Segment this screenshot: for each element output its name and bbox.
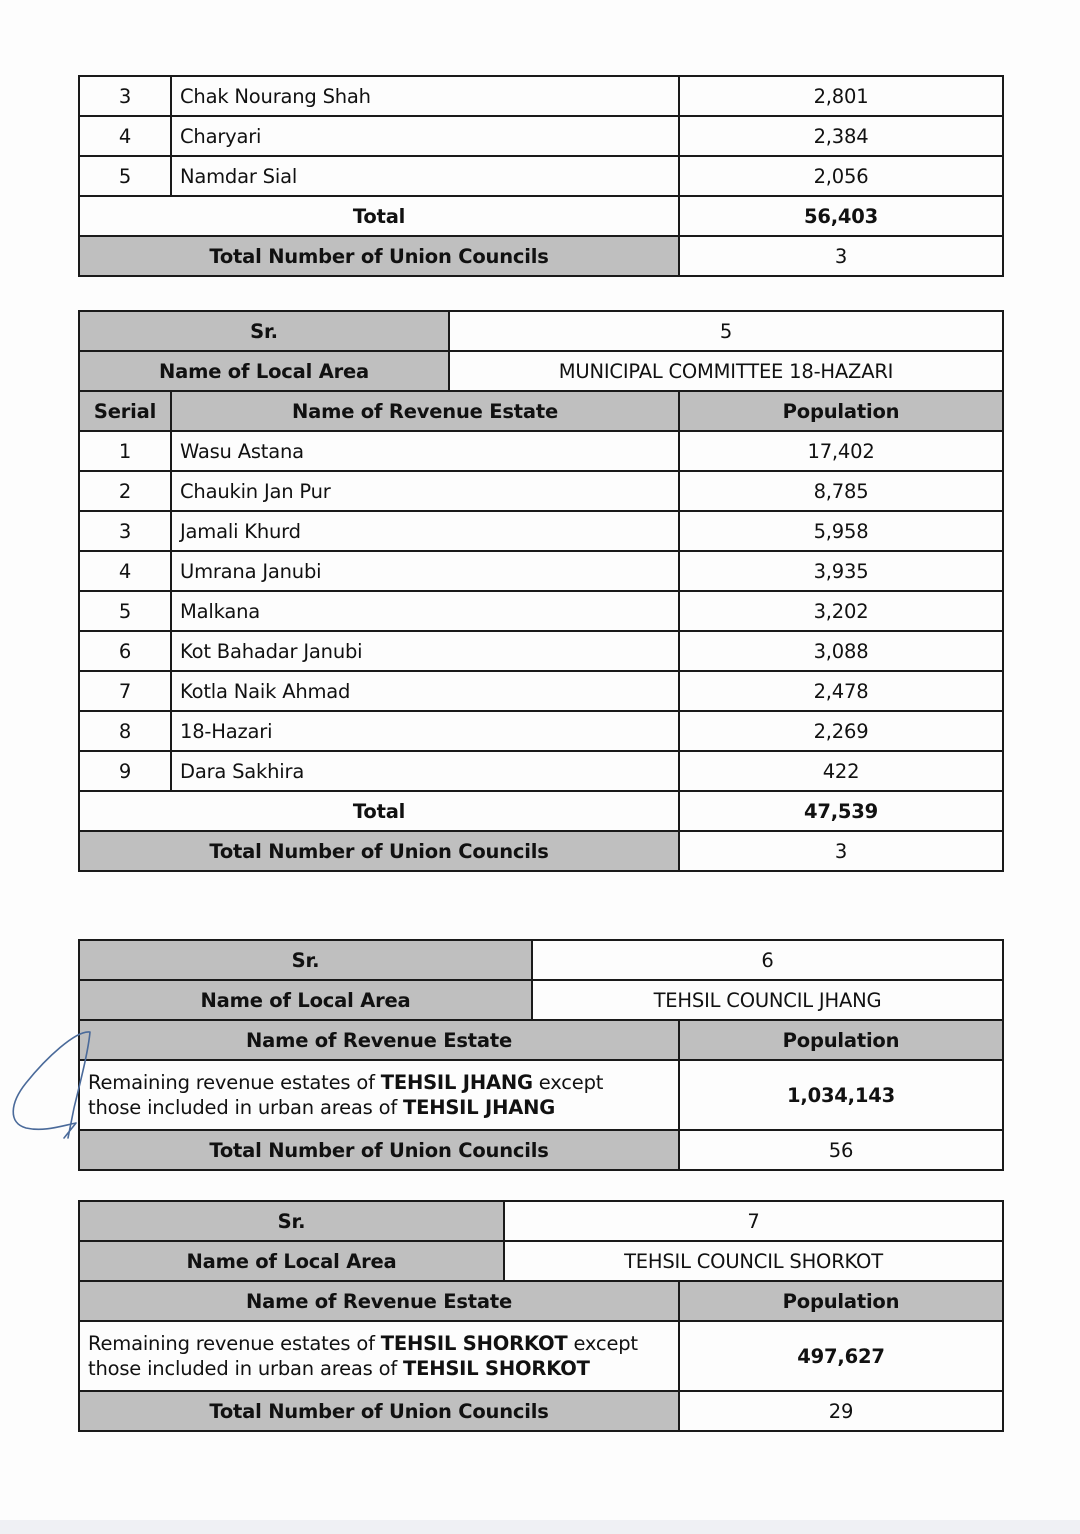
estate-name-cell: Wasu Astana (171, 431, 679, 471)
population-cell: 1,034,143 (679, 1060, 1003, 1130)
total-value: 56,403 (679, 196, 1003, 236)
sr-row (79, 311, 1003, 351)
union-councils-row (79, 236, 1003, 276)
estate-name-cell: Charyari (171, 116, 679, 156)
union-councils-row (79, 1391, 1003, 1431)
union-councils-row (79, 1130, 1003, 1170)
estate-text: those included in urban areas of (88, 1096, 403, 1119)
table-row (79, 1060, 1003, 1130)
header-row (79, 1281, 1003, 1321)
population-cell: 497,627 (679, 1321, 1003, 1391)
serial-header: Serial (79, 391, 171, 431)
sr-value: 6 (532, 940, 1003, 980)
handwritten-mark-icon (6, 1028, 96, 1143)
header-row (79, 1020, 1003, 1060)
table-row (79, 116, 1003, 156)
serial-cell: 9 (79, 751, 171, 791)
estate-name-cell: Malkana (171, 591, 679, 631)
partial-local-area-table (78, 75, 1004, 277)
tehsil-name: TEHSIL JHANG (403, 1096, 556, 1119)
estate-name-cell: Dara Sakhira (171, 751, 679, 791)
estate-name-cell: 18-Hazari (171, 711, 679, 751)
local-area-table-6 (78, 939, 1004, 1171)
table-row (79, 76, 1003, 116)
estate-name-header: Name of Revenue Estate (171, 391, 679, 431)
estate-text: those included in urban areas of (88, 1357, 403, 1380)
union-councils-label: Total Number of Union Councils (79, 1130, 679, 1170)
total-value: 47,539 (679, 791, 1003, 831)
tehsil-name: TEHSIL JHANG (380, 1071, 533, 1094)
table-row (79, 1321, 1003, 1391)
table-row (79, 711, 1003, 751)
estate-text: Remaining revenue estates of (88, 1332, 381, 1355)
population-cell: 2,269 (679, 711, 1003, 751)
table-row (79, 511, 1003, 551)
estate-name-cell: Chaukin Jan Pur (171, 471, 679, 511)
local-area-value: TEHSIL COUNCIL SHORKOT (504, 1241, 1003, 1281)
estate-name-cell: Kot Bahadar Janubi (171, 631, 679, 671)
serial-cell: 3 (79, 76, 171, 116)
union-councils-value: 29 (679, 1391, 1003, 1431)
estate-name-cell: Kotla Naik Ahmad (171, 671, 679, 711)
estate-text: except (532, 1071, 604, 1094)
local-area-table-7 (78, 1200, 1004, 1432)
table-row (79, 591, 1003, 631)
total-row (79, 791, 1003, 831)
population-header: Population (679, 1020, 1003, 1060)
union-councils-value: 3 (679, 236, 1003, 276)
local-area-value: TEHSIL COUNCIL JHANG (532, 980, 1003, 1020)
serial-cell: 4 (79, 551, 171, 591)
local-area-label: Name of Local Area (79, 980, 532, 1020)
local-area-label: Name of Local Area (79, 1241, 504, 1281)
serial-cell: 6 (79, 631, 171, 671)
estate-description-cell (79, 1060, 679, 1130)
table-row (79, 431, 1003, 471)
sr-label: Sr. (79, 311, 449, 351)
table-row (79, 751, 1003, 791)
serial-cell: 2 (79, 471, 171, 511)
population-header: Population (679, 1281, 1003, 1321)
total-label: Total (79, 196, 679, 236)
population-cell: 17,402 (679, 431, 1003, 471)
tehsil-name: TEHSIL SHORKOT (403, 1357, 590, 1380)
population-cell: 3,202 (679, 591, 1003, 631)
bottom-viewer-strip (0, 1520, 1080, 1534)
union-councils-label: Total Number of Union Councils (79, 236, 679, 276)
population-cell: 422 (679, 751, 1003, 791)
local-area-label: Name of Local Area (79, 351, 449, 391)
estate-name-cell: Namdar Sial (171, 156, 679, 196)
estate-name-cell: Chak Nourang Shah (171, 76, 679, 116)
union-councils-label: Total Number of Union Councils (79, 831, 679, 871)
sr-value: 5 (449, 311, 1003, 351)
table-row (79, 471, 1003, 511)
estate-name-header: Name of Revenue Estate (79, 1020, 679, 1060)
local-area-row (79, 351, 1003, 391)
table-row (79, 551, 1003, 591)
population-cell: 2,056 (679, 156, 1003, 196)
table-row (79, 156, 1003, 196)
union-councils-value: 56 (679, 1130, 1003, 1170)
union-councils-value: 3 (679, 831, 1003, 871)
serial-cell: 5 (79, 156, 171, 196)
population-cell: 3,088 (679, 631, 1003, 671)
header-row (79, 391, 1003, 431)
sr-value: 7 (504, 1201, 1003, 1241)
sr-row (79, 1201, 1003, 1241)
serial-cell: 3 (79, 511, 171, 551)
population-cell: 2,801 (679, 76, 1003, 116)
estate-text: except (567, 1332, 638, 1355)
serial-cell: 7 (79, 671, 171, 711)
table-row (79, 671, 1003, 711)
population-cell: 5,958 (679, 511, 1003, 551)
local-area-value: MUNICIPAL COMMITTEE 18-HAZARI (449, 351, 1003, 391)
population-cell: 2,478 (679, 671, 1003, 711)
serial-cell: 8 (79, 711, 171, 751)
estate-name-header: Name of Revenue Estate (79, 1281, 679, 1321)
local-area-row (79, 1241, 1003, 1281)
estate-name-cell: Umrana Janubi (171, 551, 679, 591)
population-cell: 3,935 (679, 551, 1003, 591)
serial-cell: 5 (79, 591, 171, 631)
table-row (79, 631, 1003, 671)
population-cell: 2,384 (679, 116, 1003, 156)
population-header: Population (679, 391, 1003, 431)
estate-description-cell (79, 1321, 679, 1391)
serial-cell: 4 (79, 116, 171, 156)
estate-text: Remaining revenue estates of (88, 1071, 381, 1094)
population-cell: 8,785 (679, 471, 1003, 511)
tehsil-name: TEHSIL SHORKOT (380, 1332, 568, 1355)
serial-cell: 1 (79, 431, 171, 471)
union-councils-row (79, 831, 1003, 871)
local-area-table-5 (78, 310, 1004, 872)
estate-name-cell: Jamali Khurd (171, 511, 679, 551)
local-area-row (79, 980, 1003, 1020)
union-councils-label: Total Number of Union Councils (79, 1391, 679, 1431)
sr-label: Sr. (79, 1201, 504, 1241)
total-row (79, 196, 1003, 236)
total-label: Total (79, 791, 679, 831)
sr-row (79, 940, 1003, 980)
sr-label: Sr. (79, 940, 532, 980)
